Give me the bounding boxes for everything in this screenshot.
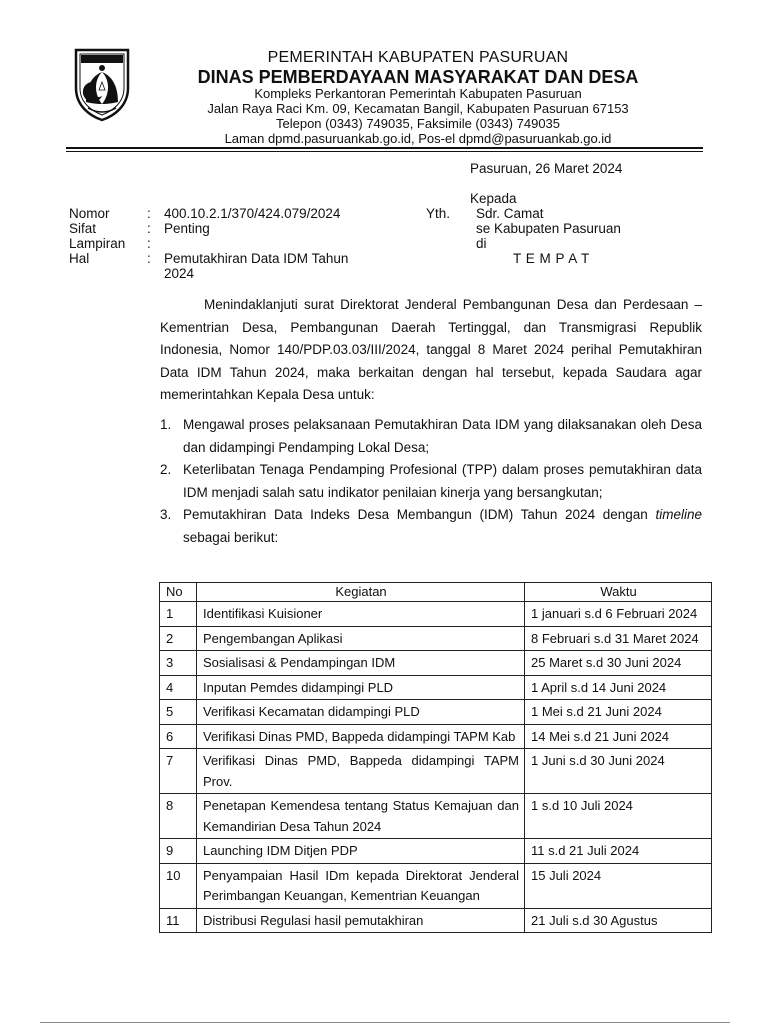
header-agency: DINAS PEMBERDAYAAN MASYARAKAT DAN DESA: [197, 67, 639, 87]
cell-kegiatan: Verifikasi Kecamatan didampingi PLD: [197, 700, 525, 725]
hal-value-line-1: Pemutakhiran Data IDM Tahun: [164, 251, 349, 266]
lampiran-colon: :: [147, 236, 151, 251]
list-item-text: Pemutakhiran Data Indeks Desa Membangun (IDM) Tahun 2024 dengan: [183, 507, 648, 523]
list-item-italic: timeline: [655, 507, 702, 523]
header-divider-thick: [66, 147, 703, 149]
header-no: No: [160, 583, 197, 602]
recipient-line-3: di: [476, 236, 487, 251]
cell-no: 8: [160, 794, 197, 839]
recipient-line-1: Sdr. Camat: [476, 206, 544, 221]
cell-kegiatan: Verifikasi Dinas PMD, Bappeda didampingi TAPM Prov.: [197, 749, 525, 794]
cell-kegiatan: Launching IDM Ditjen PDP: [197, 839, 525, 864]
header-complex: Kompleks Perkantoran Pemerintah Kabupaten Pasuruan: [254, 86, 582, 101]
header-kegiatan: Kegiatan: [197, 583, 525, 602]
list-item: [160, 414, 702, 459]
page-bottom-rule: [40, 1022, 730, 1023]
place-date: Pasuruan, 26 Maret 2024: [470, 161, 623, 176]
cell-waktu: 1 Mei s.d 21 Juni 2024: [525, 700, 712, 725]
list-item-number: 3.: [160, 507, 172, 523]
cell-waktu: 8 Februari s.d 31 Maret 2024: [525, 626, 712, 651]
cell-kegiatan: Verifikasi Dinas PMD, Bappeda didampingi TAPM Kab: [197, 724, 525, 749]
nomor-label: Nomor: [69, 206, 110, 221]
cell-no: 6: [160, 724, 197, 749]
sifat-label: Sifat: [69, 221, 97, 236]
cell-waktu: 21 Juli s.d 30 Agustus: [525, 908, 712, 933]
header-divider-thin: [66, 151, 703, 152]
hal-label: Hal: [69, 251, 90, 266]
recipient-line-4: T E M P A T: [513, 251, 590, 266]
regency-coat-of-arms-icon: [72, 46, 132, 122]
cell-no: 1: [160, 602, 197, 627]
cell-kegiatan: Penyampaian Hasil IDm kepada Direktorat Jenderal Perimbangan Keuangan, Kementrian Keuangan: [197, 863, 525, 908]
recipient-to-label: Kepada: [470, 191, 517, 206]
cell-waktu: 14 Mei s.d 21 Juni 2024: [525, 724, 712, 749]
cell-kegiatan: Pengembangan Aplikasi: [197, 626, 525, 651]
cell-waktu: 1 April s.d 14 Juni 2024: [525, 675, 712, 700]
table-row: [160, 908, 712, 933]
cell-waktu: 11 s.d 21 Juli 2024: [525, 839, 712, 864]
sifat-value: Penting: [164, 221, 210, 236]
header-web-email: Laman dpmd.pasuruankab.go.id, Pos-el dpmd@pasuruankab.go.id: [224, 131, 612, 146]
table-row: [160, 863, 712, 908]
cell-kegiatan: Inputan Pemdes didampingi PLD: [197, 675, 525, 700]
table-row: [160, 675, 712, 700]
nomor-value: 400.10.2.1/370/424.079/2024: [164, 206, 341, 221]
list-item-suffix: sebagai berikut:: [183, 529, 279, 545]
header-waktu: Waktu: [525, 583, 712, 602]
table-row: [160, 724, 712, 749]
cell-no: 4: [160, 675, 197, 700]
sifat-colon: :: [147, 221, 151, 236]
nomor-colon: :: [147, 206, 151, 221]
cell-kegiatan: Distribusi Regulasi hasil pemutakhiran: [197, 908, 525, 933]
cell-no: 11: [160, 908, 197, 933]
cell-waktu: 1 Juni s.d 30 Juni 2024: [525, 749, 712, 794]
cell-waktu: 15 Juli 2024: [525, 863, 712, 908]
table-row: [160, 794, 712, 839]
cell-waktu: 1 s.d 10 Juli 2024: [525, 794, 712, 839]
recipient-yth-label: Yth.: [426, 206, 451, 221]
header-address: Jalan Raya Raci Km. 09, Kecamatan Bangil, Kabupaten Pasuruan 67153: [207, 101, 629, 116]
cell-kegiatan: Identifikasi Kuisioner: [197, 602, 525, 627]
body-paragraph: [160, 294, 702, 407]
table-row: [160, 749, 712, 794]
timeline-table: [159, 582, 712, 933]
hal-colon: :: [147, 251, 151, 266]
header-phone: Telepon (0343) 749035, Faksimile (0343) 749035: [275, 116, 561, 131]
hal-value-line-2: 2024: [164, 266, 195, 281]
table-row: [160, 700, 712, 725]
lampiran-label: Lampiran: [69, 236, 126, 251]
cell-no: 3: [160, 651, 197, 676]
table-row: [160, 626, 712, 651]
list-item-number: 1.: [160, 417, 172, 432]
cell-waktu: 25 Maret s.d 30 Juni 2024: [525, 651, 712, 676]
header-government: PEMERINTAH KABUPATEN PASURUAN: [267, 49, 569, 66]
cell-kegiatan: Sosialisasi & Pendampingan IDM: [197, 651, 525, 676]
list-item: [160, 459, 702, 504]
recipient-line-2: se Kabupaten Pasuruan: [476, 221, 621, 236]
cell-no: 10: [160, 863, 197, 908]
list-item-number: 2.: [160, 462, 172, 478]
cell-kegiatan: Penetapan Kemendesa tentang Status Kemajuan dan Kemandirian Desa Tahun 2024: [197, 794, 525, 839]
instruction-list: [160, 414, 702, 550]
table-row: [160, 651, 712, 676]
cell-waktu: 1 januari s.d 6 Februari 2024: [525, 602, 712, 627]
list-item: [160, 504, 702, 549]
opening-paragraph: Menindaklanjuti surat Direktorat Jenderal Pembangunan Desa dan Perdesaan – Kementrian Desa, Pembangunan Daerah Tertinggal, dan Transmigrasi Republik Indonesia, Nomor 140/PDP.03.03/III/2024, tanggal 8 Maret 2024 perihal Pemutakhiran Data IDM Tahun 2024, maka berkaitan dengan hal tersebut, kepada Saudara agar memerintahkan Kepala Desa untuk:: [160, 297, 702, 403]
table-row: [160, 602, 712, 627]
list-item-text: Mengawal proses pelaksanaan Pemutakhiran Data IDM yang dilaksanakan oleh Desa dan didampingi Pendamping Lokal Desa;: [183, 417, 702, 455]
list-item-text: Keterlibatan Tenaga Pendamping Profesional (TPP) dalam proses pemutakhiran data IDM menjadi salah satu indikator penilaian kinerja yang bersangkutan;: [183, 462, 702, 500]
table-header-row: [160, 583, 712, 602]
cell-no: 5: [160, 700, 197, 725]
table-row: [160, 839, 712, 864]
cell-no: 9: [160, 839, 197, 864]
cell-no: 7: [160, 749, 197, 794]
cell-no: 2: [160, 626, 197, 651]
